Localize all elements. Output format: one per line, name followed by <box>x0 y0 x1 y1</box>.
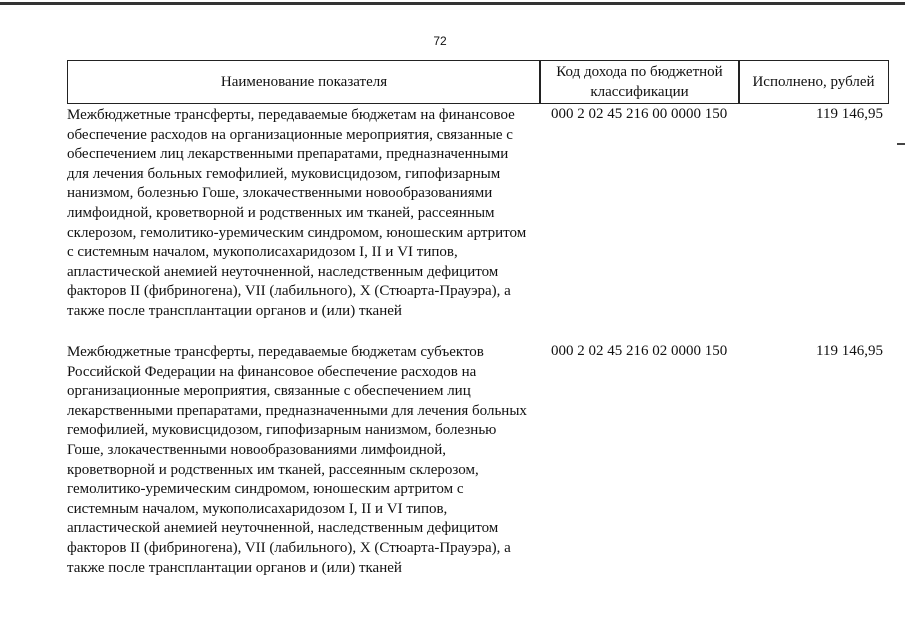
indicator-name-line: для лечения больных гемофилией, муковисцидозом, гипофизарным <box>67 165 501 182</box>
indicator-name-line: обеспечение расходов на организационные мероприятия, связанные с <box>67 126 513 143</box>
indicator-name-line: апластической анемией неуточненной, наследственным дефицитом <box>67 263 499 280</box>
indicator-name-line: Межбюджетные трансферты, передаваемые бюджетам на финансовое <box>67 107 515 123</box>
indicator-name-line: также после трансплантации органов и (или) тканей <box>67 559 402 576</box>
indicator-name-line: гемофилией, муковисцидозом, гипофизарным нанизмом, болезнью <box>67 422 497 439</box>
row-2-amount: 119 146,95 <box>816 343 883 359</box>
indicator-name-line: нанизмом, болезнью Гоше, злокачественными новообразованиями <box>67 185 493 202</box>
indicator-name-line: лимфоидной, кроветворной и родственных им тканей, рассеянным <box>67 204 495 221</box>
indicator-name-line: факторов II (фибриногена), VII (лабильного), X (Стюарта-Прауэра), а <box>67 283 511 300</box>
scan-mark <box>897 143 905 145</box>
indicator-name-line: с системным началом, мукополисахаридозом I, II и VI типов, <box>67 244 458 261</box>
indicator-name-line: Межбюджетные трансферты, передаваемые бюджетам субъектов <box>67 344 484 360</box>
indicator-name-line: лекарственными препаратами, предназначенными для лечения больных <box>67 402 527 419</box>
indicator-name-line: Российской Федерации на финансовое обеспечение расходов на <box>67 363 477 380</box>
indicator-name-line: организационные мероприятия, связанные с обеспечением лиц <box>67 383 471 400</box>
row-2-income-code: 000 2 02 45 216 02 0000 150 <box>551 343 728 359</box>
row-2-indicator-name <box>67 343 547 578</box>
row-1-amount: 119 146,95 <box>816 106 883 122</box>
indicator-name-line: апластической анемией неуточненной, наследственным дефицитом <box>67 520 499 537</box>
indicator-name-line: обеспечением лиц лекарственными препаратами, предназначенными <box>67 146 509 163</box>
indicator-name-line: системным началом, мукополисахаридозом I, II и VI типов, <box>67 500 448 517</box>
indicator-name-line: кроветворной и родственных им тканей, рассеянным склерозом, <box>67 461 479 478</box>
indicator-name-line: склерозом, гемолитико-уремическим синдромом, юношеским артритом <box>67 224 527 241</box>
indicator-name-line: факторов II (фибриногена), VII (лабильного), X (Стюарта-Прауэра), а <box>67 539 511 556</box>
scan-top-border <box>0 2 905 5</box>
header-executed-amount: Исполнено, рублей <box>738 60 889 104</box>
page-number: 72 <box>433 34 447 48</box>
header-indicator-name: Наименование показателя <box>67 60 541 104</box>
row-1-indicator-name <box>67 106 547 322</box>
row-1-income-code: 000 2 02 45 216 00 0000 150 <box>551 106 728 122</box>
indicator-name-line: также после трансплантации органов и (или) тканей <box>67 302 402 319</box>
header-income-code: Код дохода по бюджетной классификации <box>539 60 740 104</box>
indicator-name-line: Гоше, злокачественными новообразованиями лимфоидной, <box>67 441 447 458</box>
indicator-name-line: гемолитико-уремическим синдромом, юношеским артритом с <box>67 481 464 498</box>
